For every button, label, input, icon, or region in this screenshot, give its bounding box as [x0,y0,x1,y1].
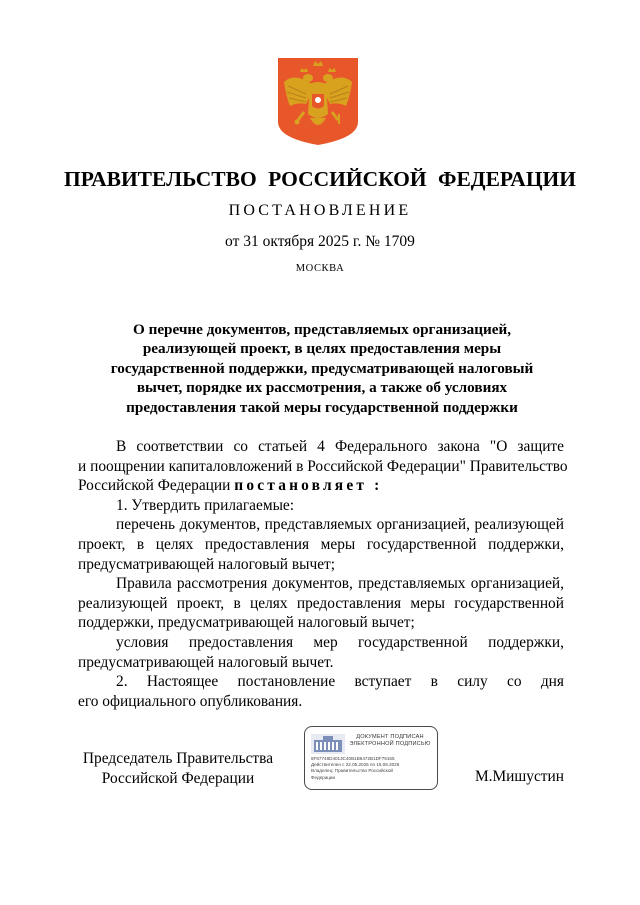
body-line: и поощрении капиталовложений в Российской Федерации" Правительство [78,457,568,475]
body-line-text: Российской Федерации [78,477,231,495]
signer-position [78,749,278,788]
subject-line: реализующей проект, в целях предоставления меры [142,340,502,358]
list-item-line: перечень документов, представляемых организацией, реализующей [116,516,564,534]
esignature-validity: Действителен с 22.05.2025 по 15.08.2026 [311,762,400,768]
document-body [78,437,568,711]
subject-line: государственной поддержки, предусматривающей налоговый [110,359,534,377]
esignature-owner: Владелец: Правительство Российской [311,768,393,774]
esignature-owner: Федерации [311,774,336,780]
list-item-line: реализующей проект, в целях предоставления меры государственной [78,594,564,612]
electronic-signature-stamp [304,726,438,790]
esignature-title [345,734,435,748]
esignature-title-line: ЭЛЕКТРОННОЙ ПОДПИСЬЮ [349,741,431,748]
item-2-line: его официального опубликования. [78,692,303,710]
government-title: ПРАВИТЕЛЬСТВО РОССИЙСКОЙ ФЕДЕРАЦИИ [63,167,576,191]
subject-line: О перечне документов, представляемых организацией, [132,321,512,338]
body-line: В соответствии со статьей 4 Федерального закона "О защите [116,438,564,455]
signer-position-line: Председатель Правительства [82,750,274,767]
government-building-icon [311,734,345,754]
decree-word: постановляет : [234,477,383,495]
coat-of-arms-icon [276,56,360,146]
list-item-line: Правила рассмотрения документов, представляемых организацией, [116,575,564,593]
list-item-line: поддержки, предусматривающей налоговый вычет; [78,614,415,632]
item-1: 1. Утвердить прилагаемые: [116,496,295,514]
list-item-line: предусматривающей налоговый вычет. [78,653,334,671]
document-date-number: от 31 октября 2025 г. № 1709 [225,233,415,250]
signer-position-line: Российской Федерации [101,769,255,787]
subject-line: предоставления такой меры государственной поддержки [126,398,518,416]
signer-name: М.Мишустин [474,768,564,785]
esignature-certificate: 6F67748D4013C40B1B6472B1DF79155 [311,756,395,761]
esignature-details [311,756,435,781]
document-type: ПОСТАНОВЛЕНИЕ [228,202,412,219]
list-item-line: условия предоставления мер государственной поддержки, [116,633,564,651]
esignature-title-line: ДОКУМЕНТ ПОДПИСАН [356,734,424,740]
body-line [78,476,564,496]
item-2-line: 2. Настоящее постановление вступает в силу со дня [116,673,564,691]
list-item-line: проект, в целях предоставления меры государственной поддержки, [78,535,564,553]
list-item-line: предусматривающей налоговый вычет; [78,555,336,573]
document-subject [80,320,564,417]
document-city: МОСКВА [295,263,345,274]
subject-line: вычет, порядке их рассмотрения, а также об условиях [136,379,508,397]
